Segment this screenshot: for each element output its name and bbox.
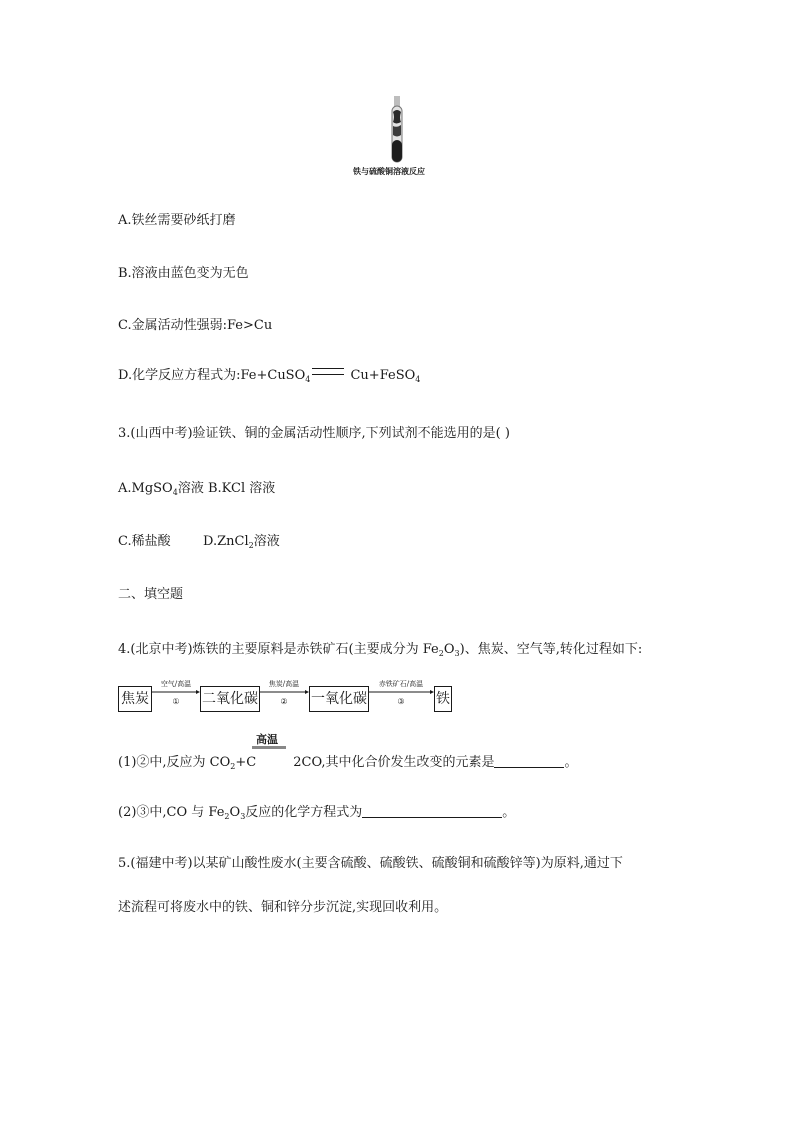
flow-arrow2-icon: [259, 690, 309, 694]
answer-blank-2[interactable]: [362, 805, 502, 818]
q3-opt-a-post: 溶液 B.KCl 溶液: [177, 481, 276, 496]
q5-line2: 述流程可将废水中的铁、铜和锌分步沉淀,实现回收利用。: [118, 900, 448, 915]
q4-stem-pre: 4.(北京中考)炼铁的主要原料是赤铁矿石(主要成分为 Fe: [118, 642, 439, 657]
flow-arrow2-label: 焦炭/高温: [268, 680, 300, 688]
flow-step3: ③: [397, 697, 405, 706]
q4-sub2: [118, 805, 515, 825]
q3-opt-a-pre: A.MgSO: [118, 481, 173, 496]
option-b: B.溶液由蓝色变为无色: [118, 266, 249, 281]
q3-opt-a-sub: 4: [172, 488, 178, 497]
option-d-sub2: 4: [415, 375, 421, 384]
flow-arrow3-icon: [368, 690, 434, 694]
flow-arrow3-label: 赤铁矿石/高温: [378, 680, 424, 688]
q3-opt-d-post: 溶液: [253, 534, 280, 549]
option-d: [118, 368, 420, 388]
q4-sub1-sub: 2: [230, 762, 236, 771]
q4-sub1-end: 。: [564, 755, 578, 770]
option-d-sub1: 4: [305, 375, 311, 384]
q5-line1: 5.(福建中考)以某矿山酸性废水(主要含硫酸、硫酸铁、硫酸铜和硫酸锌等)为原料,通过下: [118, 856, 623, 871]
answer-blank-1[interactable]: [494, 755, 564, 768]
q3-opt-d-pre: D.ZnCl: [203, 534, 249, 549]
flow-box-co: 一氧化碳: [309, 686, 369, 712]
flow-box-iron: 铁: [434, 686, 452, 712]
option-c: C.金属活动性强弱:Fe>Cu: [118, 318, 273, 333]
q4-sub2-sub2: 3: [240, 812, 246, 821]
flow-box-co2: 二氧化碳: [200, 686, 260, 712]
flow-step2: ②: [280, 697, 288, 706]
q4-stem-mid: O: [443, 642, 455, 657]
flow-arrow1-label: 空气/高温: [160, 680, 192, 688]
test-tube-icon: [384, 96, 410, 168]
q4-sub2-sub1: 2: [224, 812, 230, 821]
q3-option-c: C.稀盐酸: [118, 534, 171, 549]
reaction-condition: 高温: [256, 733, 278, 746]
q4-stem: [118, 642, 642, 662]
q4-sub1-post: 2CO,其中化合价发生改变的元素是: [293, 755, 495, 770]
reaction-condition-bar: [252, 746, 286, 749]
q4-sub2-mid: O: [229, 805, 241, 820]
option-d-prefix: D.化学反应方程式为:Fe+CuSO: [118, 368, 306, 383]
q4-stem-sub1: 2: [438, 649, 444, 658]
q3-option-d: [203, 534, 280, 554]
test-tube-figure: [384, 96, 410, 168]
section-heading: 二、填空题: [118, 587, 184, 602]
q4-sub2-post: 反应的化学方程式为: [245, 805, 363, 820]
q3-options-ab: [118, 481, 275, 501]
q4-stem-sub2: 3: [454, 649, 460, 658]
q4-sub2-pre: (2)③中,CO 与 Fe: [118, 805, 225, 820]
option-d-suffix: Cu+FeSO: [346, 368, 416, 383]
q4-sub1-pre: (1)②中,反应为 CO: [118, 755, 231, 770]
figure-caption: 铁与硫酸铜溶液反应: [353, 166, 425, 176]
q4-stem-post: )、焦炭、空气等,转化过程如下:: [459, 642, 643, 657]
q3-stem: 3.(山西中考)验证铁、铜的金属活动性顺序,下列试剂不能选用的是( ): [118, 426, 510, 441]
q4-sub1: [118, 755, 578, 775]
equals-sign: [312, 368, 344, 375]
q4-sub2-end: 。: [502, 805, 516, 820]
flow-step1: ①: [172, 697, 180, 706]
flow-arrow1-icon: [152, 690, 200, 694]
option-a: A.铁丝需要砂纸打磨: [118, 213, 236, 228]
q4-sub1-mid: +C: [235, 755, 257, 770]
q3-opt-d-sub: 2: [248, 541, 254, 550]
flow-box-coke: 焦炭: [118, 686, 152, 712]
